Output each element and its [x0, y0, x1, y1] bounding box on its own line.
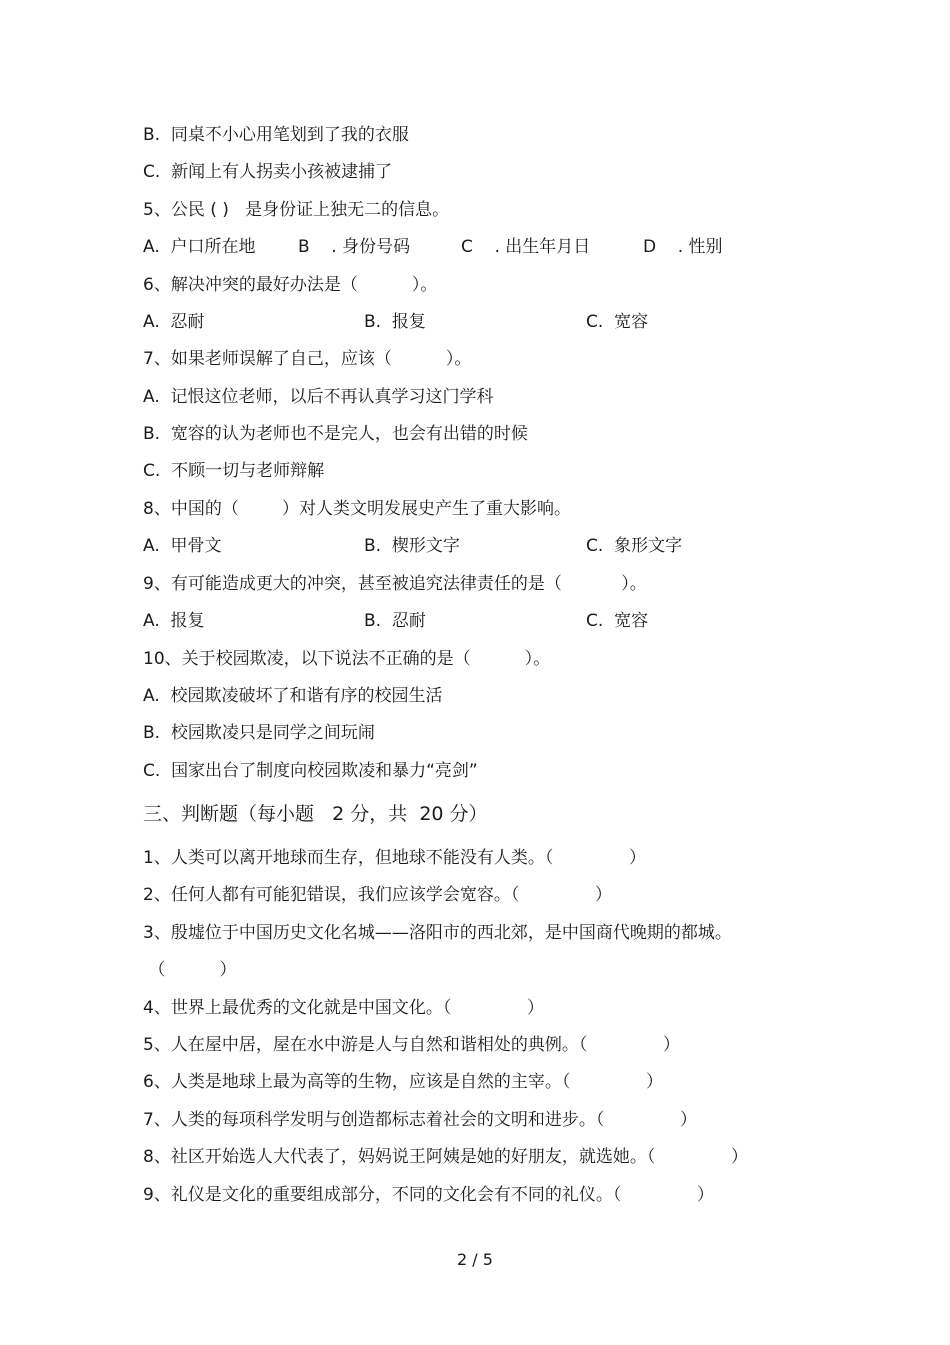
judge-item-5: 5、人在屋中居，屋在水中游是人与自然和谐相处的典例。（ ）: [143, 1035, 680, 1055]
q9-option-b: B. 忍耐: [364, 611, 426, 631]
q6-option-b: B. 报复: [364, 312, 426, 332]
judge-item-3: 3、殷墟位于中国历史文化名城——洛阳市的西北郊，是中国商代晚期的都城。: [143, 923, 732, 943]
q10-option-c: C. 国家出台了制度向校园欺凌和暴力“亮剑”: [143, 761, 478, 781]
judge-item-4: 4、世界上最优秀的文化就是中国文化。（ ）: [143, 998, 544, 1018]
question-8: 8、中国的（ ）对人类文明发展史产生了重大影响。: [143, 499, 572, 519]
q5-option-b: B . 身份号码: [298, 237, 411, 257]
q8-option-a: A. 甲骨文: [143, 536, 222, 556]
judge-item-6: 6、人类是地球上最为高等的生物，应该是自然的主宰。（ ）: [143, 1072, 663, 1092]
option-line: B. 同桌不小心用笔划到了我的衣服: [143, 125, 409, 145]
page-number: 2 / 5: [457, 1250, 493, 1269]
q10-option-a: A. 校园欺凌破坏了和谐有序的校园生活: [143, 686, 443, 706]
judge-item-2: 2、任何人都有可能犯错误，我们应该学会宽容。（ ）: [143, 885, 612, 905]
judge-item-8: 8、社区开始选人大代表了，妈妈说王阿姨是她的好朋友，就选她。（ ）: [143, 1147, 748, 1167]
judge-item-1: 1、人类可以离开地球而生存，但地球不能没有人类。（ ）: [143, 848, 646, 868]
q5-option-d: D . 性别: [643, 237, 723, 257]
q5-option-a: A. 户口所在地: [143, 237, 256, 257]
q10-option-b: B. 校园欺凌只是同学之间玩闹: [143, 723, 375, 743]
q9-option-a: A. 报复: [143, 611, 205, 631]
option-line: C. 新闻上有人拐卖小孩被逮捕了: [143, 162, 393, 182]
question-6: 6、解决冲突的最好办法是（ ）。: [143, 275, 438, 295]
question-5: 5、公民 ( ) 是身份证上独无二的信息。: [143, 200, 450, 220]
q6-option-c: C. 宽容: [586, 312, 649, 332]
q7-option-a: A. 记恨这位老师，以后不再认真学习这门学科: [143, 387, 494, 407]
judge-item-9: 9、礼仪是文化的重要组成部分，不同的文化会有不同的礼仪。（ ）: [143, 1185, 714, 1205]
q9-option-c: C. 宽容: [586, 611, 649, 631]
q6-option-a: A. 忍耐: [143, 312, 205, 332]
q7-option-b: B. 宽容的认为老师也不是完人，也会有出错的时候: [143, 424, 528, 444]
section-3-heading: 三、判断题（每小题 2 分，共 20 分）: [143, 803, 488, 825]
question-9: 9、有可能造成更大的冲突，甚至被追究法律责任的是（ ）。: [143, 574, 647, 594]
q7-option-c: C. 不顾一切与老师辩解: [143, 461, 325, 481]
q5-option-c: C . 出生年月日: [461, 237, 591, 257]
q8-option-c: C. 象形文字: [586, 536, 683, 556]
question-10: 10、关于校园欺凌，以下说法不正确的是（ ）。: [143, 649, 551, 669]
q8-option-b: B. 楔形文字: [364, 536, 460, 556]
question-7: 7、如果老师误解了自己，应该（ ）。: [143, 349, 472, 369]
judge-item-7: 7、人类的每项科学发明与创造都标志着社会的文明和进步。（ ）: [143, 1110, 697, 1130]
judge-item-3-blank: （ ）: [143, 960, 237, 980]
